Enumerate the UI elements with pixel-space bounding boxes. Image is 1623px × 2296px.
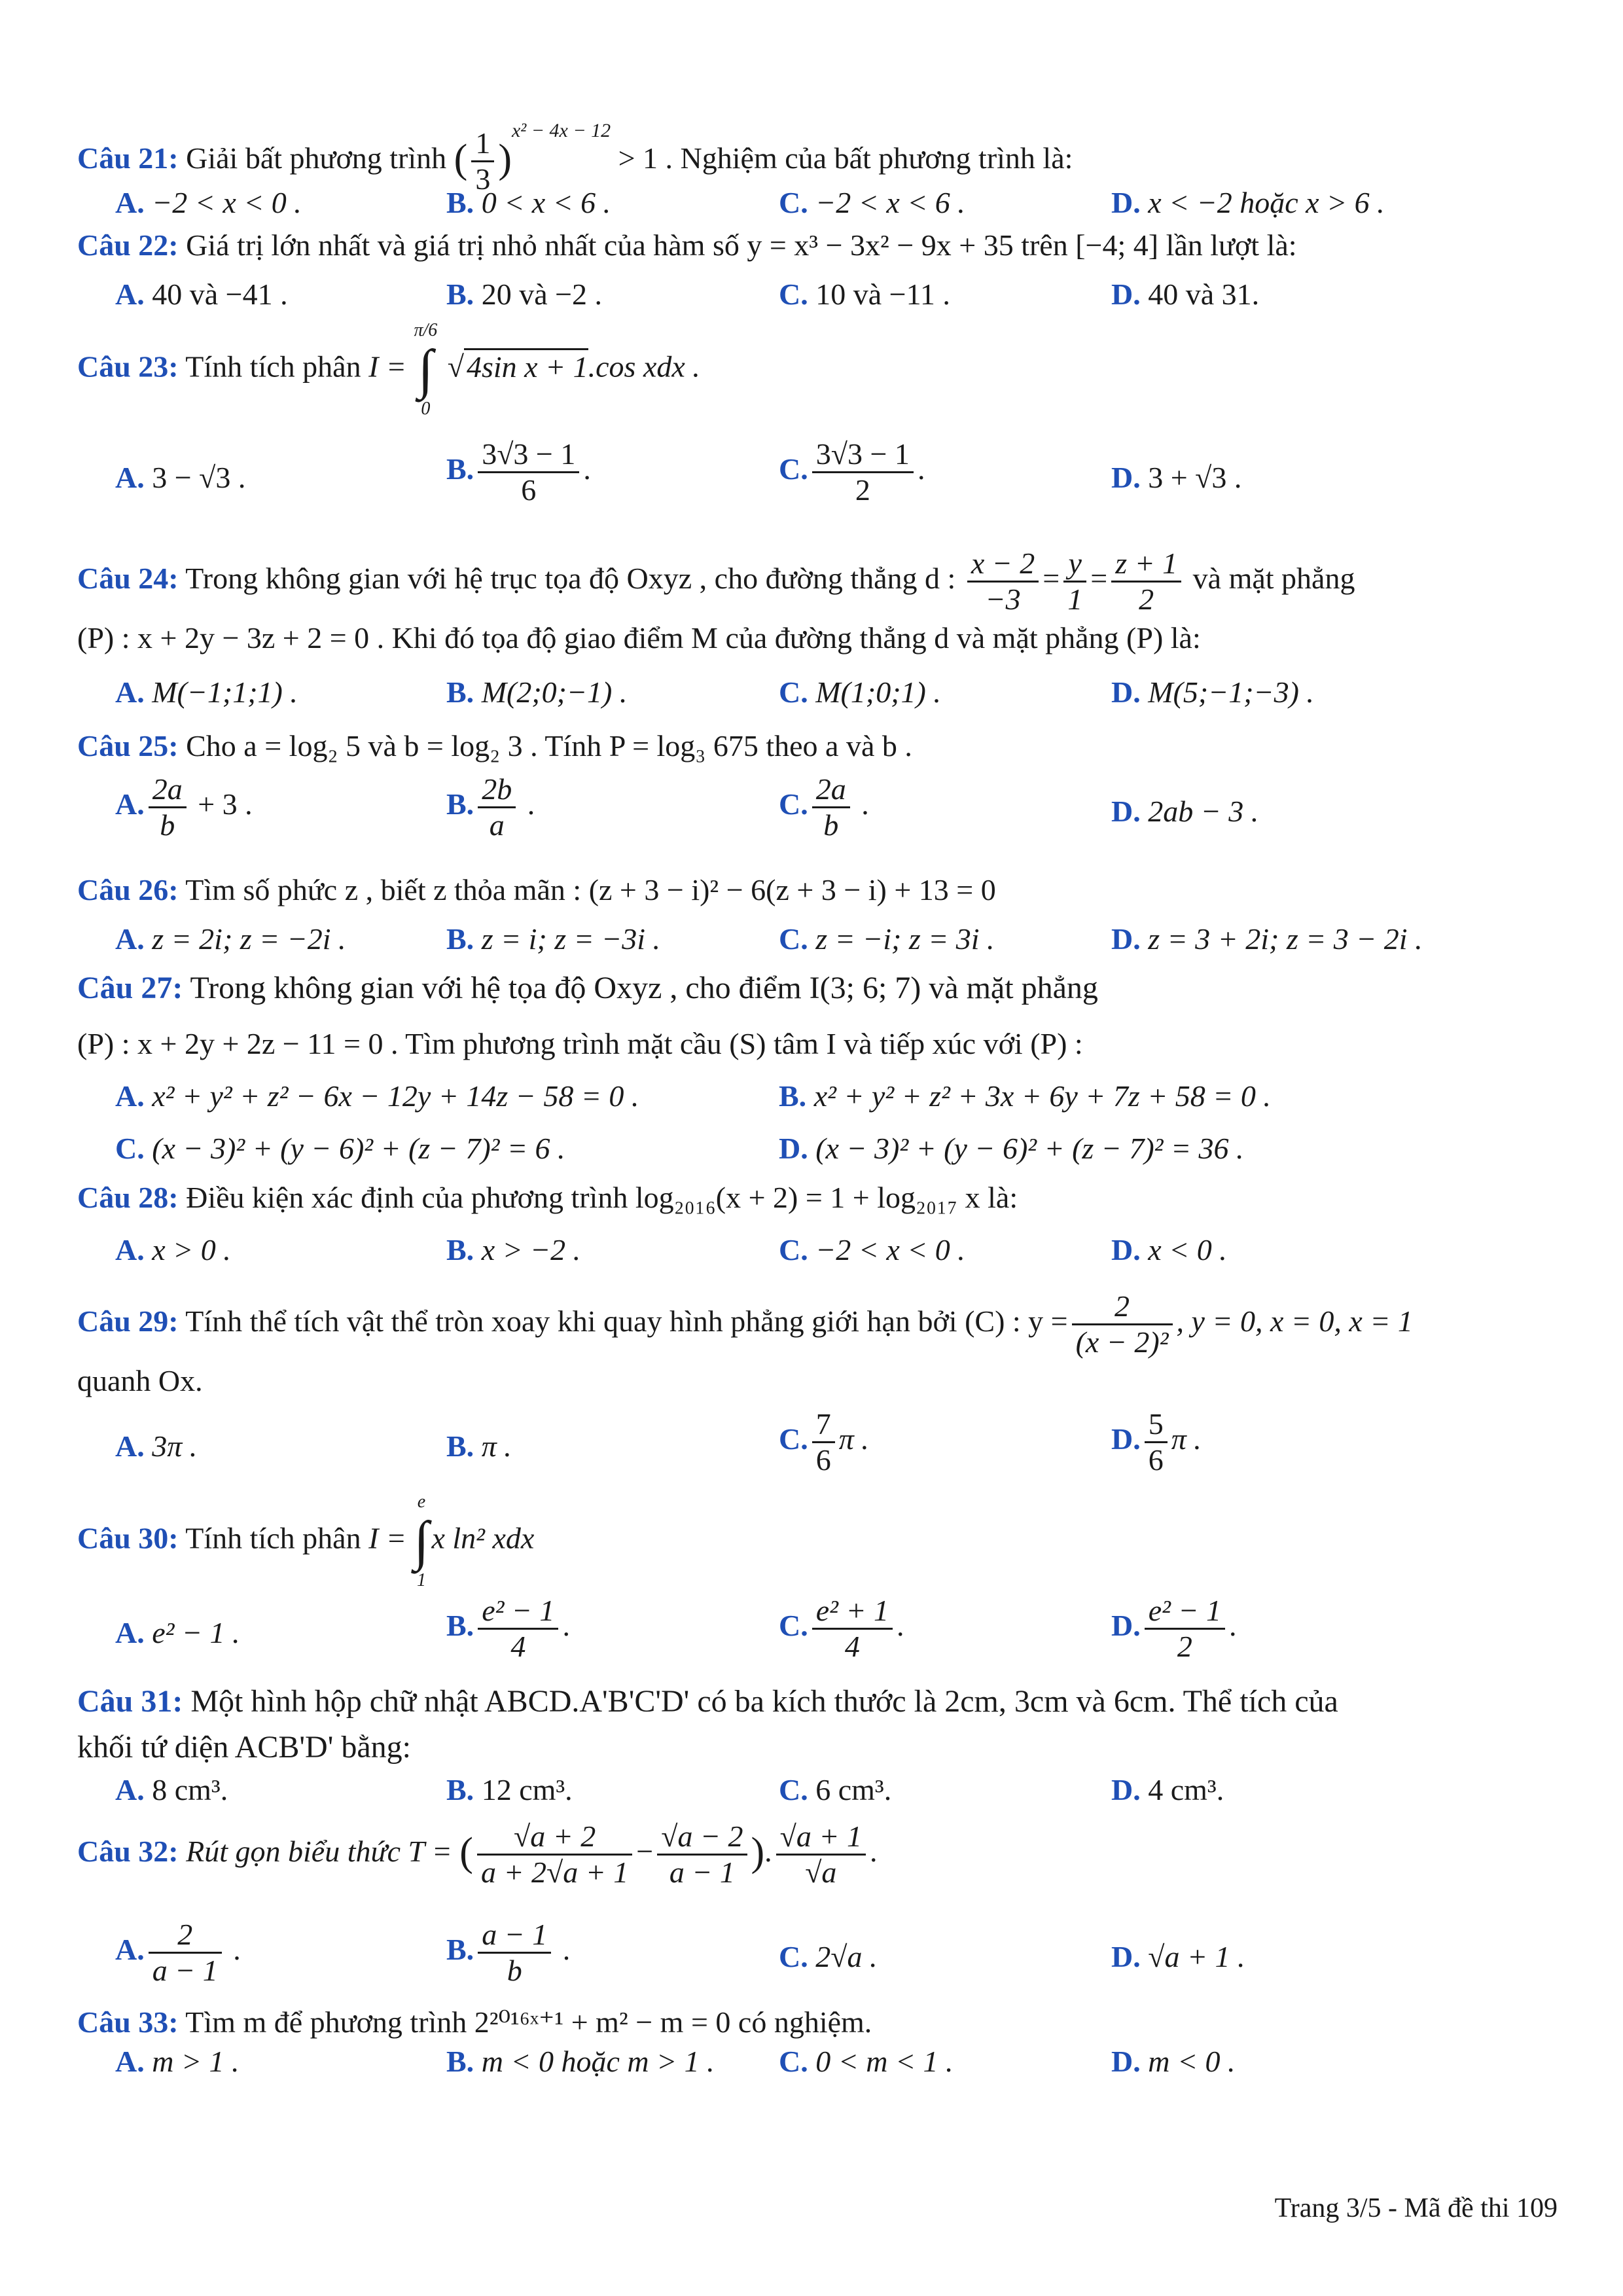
- option-a[interactable]: A. 40 và −41 .: [115, 278, 288, 311]
- option-b[interactable]: B. 0 < x < 6 .: [446, 186, 611, 219]
- option-b[interactable]: B. $\frac{a - 1}{b}$ .: [446, 1918, 571, 1987]
- exponent: x² − 4x − 12: [511, 120, 611, 141]
- option-c[interactable]: C. 2√a .: [779, 1940, 878, 1973]
- page-footer: Trang 3/5 - Mã đề thi 109: [1274, 2193, 1558, 2223]
- option-b[interactable]: B. x² + y² + z² + 3x + 6y + 7z + 58 = 0 .: [779, 1079, 1271, 1113]
- option-c[interactable]: C. M(1;0;1) .: [779, 675, 941, 709]
- option-d[interactable]: D. z = 3 + 2i; z = 3 − 2i .: [1111, 922, 1423, 956]
- option-a[interactable]: A. x² + y² + z² − 6x − 12y + 14z − 58 = 0 .: [115, 1079, 639, 1113]
- option-d[interactable]: D. (x − 3)² + (y − 6)² + (z − 7)² = 36 .: [779, 1132, 1244, 1165]
- option-b[interactable]: B. $\frac{3√3 - 1}{6}$ .: [446, 437, 591, 507]
- question-27-line2: (P) : x + 2y + 2z − 11 = 0 . Tìm phương trình mặt cầu (S) tâm I và tiếp xúc với (P) :: [77, 1027, 1083, 1060]
- option-c[interactable]: C. −2 < x < 6 .: [779, 186, 965, 219]
- question-22: Câu 22: Giá trị lớn nhất và giá trị nhỏ nhất của hàm số y = x³ − 3x² − 9x + 35 trên [−4; 4] lần lượt là:: [77, 228, 1297, 262]
- option-a[interactable]: A. z = 2i; z = −2i .: [115, 922, 346, 956]
- option-b[interactable]: B. 12 cm³.: [446, 1773, 573, 1806]
- option-d[interactable]: D. 3 + √3 .: [1111, 461, 1242, 494]
- question-26: Câu 26: Tìm số phức z , biết z thỏa mãn : (z + 3 − i)² − 6(z + 3 − i) + 13 = 0: [77, 873, 996, 906]
- option-a[interactable]: A. e² − 1 .: [115, 1616, 240, 1649]
- option-d[interactable]: D. √a + 1 .: [1111, 1940, 1245, 1973]
- fraction: $\frac{1}{3}$: [471, 126, 494, 196]
- option-a[interactable]: A. x > 0 .: [115, 1233, 231, 1266]
- option-c[interactable]: C. z = −i; z = 3i .: [779, 922, 995, 956]
- question-23: Câu 23: Tính tích phân I = π/6 ∫ 0 √4sin x + 1.cos xdx .: [77, 320, 700, 419]
- option-c[interactable]: C. $\frac{2a}{b}$ .: [779, 772, 869, 842]
- question-31-line2: khối tứ diện ACB'D' bằng:: [77, 1730, 411, 1765]
- question-27: Câu 27: Trong không gian với hệ tọa độ Oxyz , cho điểm I(3; 6; 7) và mặt phẳng: [77, 971, 1098, 1005]
- option-d[interactable]: D. M(5;−1;−3) .: [1111, 675, 1314, 709]
- question-33: Câu 33: Tìm m để phương trình 2²⁰¹⁶ˣ⁺¹ + m² − m = 0 có nghiệm.: [77, 2005, 872, 2039]
- question-29-line2: quanh Ox.: [77, 1364, 203, 1397]
- option-a[interactable]: A. 3π .: [115, 1429, 198, 1463]
- option-d[interactable]: D. 4 cm³.: [1111, 1773, 1224, 1806]
- option-d[interactable]: D. x < 0 .: [1111, 1233, 1227, 1266]
- option-a[interactable]: A. M(−1;1;1) .: [115, 675, 298, 709]
- option-b[interactable]: B. π .: [446, 1429, 512, 1463]
- question-28: Câu 28: Điều kiện xác định của phương trình log₂₀₁₆(x + 2) = 1 + log₂₀₁₇ x là:: [77, 1181, 1018, 1214]
- option-a[interactable]: A. $\frac{2a}{b}$ + 3 .: [115, 772, 253, 842]
- question-31: Câu 31: Một hình hộp chữ nhật ABCD.A'B'C'D' có ba kích thước là 2cm, 3cm và 6cm. Thể tích của: [77, 1684, 1338, 1719]
- option-d[interactable]: D. $\frac{\text{e² − 1}}{2}$ .: [1111, 1594, 1237, 1663]
- option-c[interactable]: C. $\frac{3√3 - 1}{2}$ .: [779, 437, 925, 507]
- option-c[interactable]: C. 10 và −11 .: [779, 278, 950, 311]
- question-29: Câu 29: Tính thể tích vật thể tròn xoay khi quay hình phẳng giới hạn bởi (C) : y = $\frac{2}{\text{(x − 2)²}}$ , y = 0, x = 0, x = 1: [77, 1289, 1413, 1359]
- question-text: Giá trị lớn nhất và giá trị nhỏ nhất của hàm số y = x³ − 3x² − 9x + 35 trên [−4; 4] lần lượt là:: [186, 228, 1297, 262]
- option-c[interactable]: C. 6 cm³.: [779, 1773, 892, 1806]
- option-d[interactable]: D. 40 và 31.: [1111, 278, 1260, 311]
- option-b[interactable]: B. $\frac{2b}{a}$ .: [446, 772, 535, 842]
- option-a[interactable]: A. −2 < x < 0 .: [115, 186, 302, 219]
- option-b[interactable]: B. 20 và −2 .: [446, 278, 603, 311]
- question-21: Câu 21: Giải bất phương trình ( $\frac{1}{3}$ )$^{x^2 - 4x - 12}$ > 1 . Nghiệm của bất phương trình là:: [77, 120, 1073, 196]
- option-b[interactable]: B. x > −2 .: [446, 1233, 581, 1266]
- option-c[interactable]: C. $\frac{7}{6}$ π .: [779, 1407, 869, 1477]
- question-text: Giải bất phương trình: [186, 141, 447, 175]
- integral-sign: π/6 ∫ 0: [414, 320, 438, 419]
- option-c[interactable]: C. (x − 3)² + (y − 6)² + (z − 7)² = 6 .: [115, 1132, 565, 1165]
- option-d[interactable]: D. m < 0 .: [1111, 2045, 1236, 2078]
- rhs: > 1: [618, 141, 658, 175]
- question-30: Câu 30: Tính tích phân I = e ∫ 1 x ln² xdx: [77, 1492, 535, 1590]
- question-25: Câu 25: Cho a = log₂ 5 và b = log₂ 3 . Tính P = log₃ 675 theo a và b .: [77, 729, 912, 762]
- option-b[interactable]: B. m < 0 hoặc m > 1 .: [446, 2045, 715, 2078]
- question-24: Câu 24: Trong không gian với hệ trục tọa độ Oxyz , cho đường thẳng d : $\frac{x - 2}{-3}$ = $\frac{y}{1}$ = $\frac{z + 1}{2}$ và mặt phẳng: [77, 547, 1355, 616]
- option-d[interactable]: D. x < −2 hoặc x > 6 .: [1111, 186, 1385, 219]
- option-b[interactable]: B. M(2;0;−1) .: [446, 675, 628, 709]
- sqrt: 4sin x + 1: [464, 348, 588, 384]
- question-tail: . Nghiệm của bất phương trình là:: [665, 141, 1073, 175]
- option-c[interactable]: C. $\frac{\text{e² + 1}}{4}$ .: [779, 1594, 904, 1663]
- option-a[interactable]: A. 3 − √3 .: [115, 461, 246, 494]
- question-label: Câu 21:: [77, 141, 179, 175]
- option-b[interactable]: B. $\frac{\text{e² − 1}}{4}$ .: [446, 1594, 570, 1663]
- option-d[interactable]: D. 2ab − 3 .: [1111, 795, 1259, 828]
- option-d[interactable]: D. $\frac{5}{6}$ π .: [1111, 1407, 1202, 1477]
- question-24-line2: (P) : x + 2y − 3z + 2 = 0 . Khi đó tọa độ giao điểm M của đường thẳng d và mặt phẳng (P) là:: [77, 621, 1201, 655]
- option-a[interactable]: A. m > 1 .: [115, 2045, 240, 2078]
- question-32: Câu 32: Rút gọn biểu thức T = ( $\frac{√a + 2}{a + 2√a + 1}$ − $\frac{√a - 2}{a - 1}$ ). $\frac{√a + 1}{√a}$ .: [77, 1820, 878, 1889]
- option-a[interactable]: A. $\frac{2}{a - 1}$ .: [115, 1918, 241, 1987]
- integral-sign: e ∫ 1: [414, 1492, 429, 1590]
- option-c[interactable]: C. 0 < m < 1 .: [779, 2045, 954, 2078]
- option-c[interactable]: C. −2 < x < 0 .: [779, 1233, 965, 1266]
- option-a[interactable]: A. 8 cm³.: [115, 1773, 228, 1806]
- option-b[interactable]: B. z = i; z = −3i .: [446, 922, 660, 956]
